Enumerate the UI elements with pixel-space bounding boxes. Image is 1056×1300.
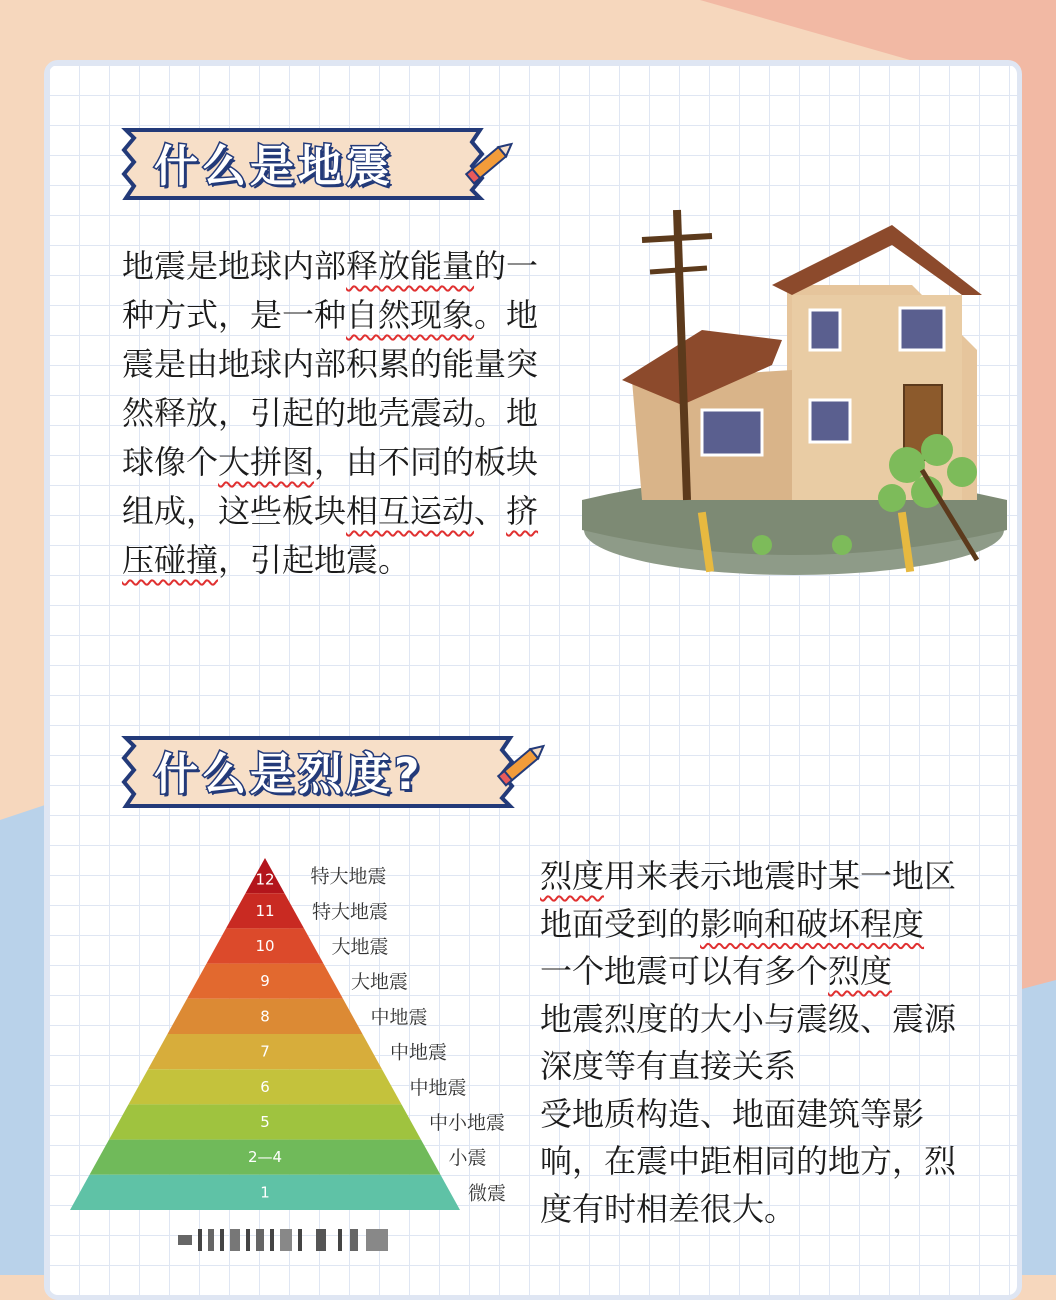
highlighted-term: 影响和破坏程度	[700, 904, 925, 943]
pyramid-level-number: 10	[255, 937, 275, 955]
section2-paragraph	[540, 853, 956, 1233]
highlighted-term: 烈度	[828, 952, 893, 990]
text-segment: 组成，这些板块	[122, 492, 347, 530]
text-segment: 深度等有直接关系	[540, 1047, 797, 1085]
text-segment: 一个地震可以有多个	[540, 952, 829, 990]
highlighted-term: 压碰撞	[122, 541, 219, 579]
section2-line	[540, 901, 956, 949]
pyramid-level-label: 中地震	[409, 1076, 467, 1099]
pyramid-level-label: 微震	[468, 1182, 507, 1205]
text-segment: 地面受到的	[540, 904, 701, 943]
pyramid-level-number: 2—4	[247, 1148, 283, 1167]
highlighted-term: 释放能量	[346, 247, 475, 285]
section1-banner	[120, 124, 540, 204]
pyramid-level-label: 大地震	[351, 971, 409, 994]
highlighted-term: 挤	[506, 492, 539, 530]
section1-line	[122, 536, 538, 585]
section2-line	[540, 948, 956, 996]
text-segment: 受地质构造、地面建筑等影	[540, 1094, 925, 1133]
section1-line	[122, 487, 538, 536]
section2-line	[540, 1186, 956, 1234]
pyramid-level-number: 6	[260, 1077, 270, 1096]
damaged-house-illustration	[582, 200, 1007, 580]
text-segment: 球像个	[122, 443, 219, 481]
text-segment: ，由不同的板块	[314, 443, 539, 481]
section2-line	[540, 996, 956, 1044]
section2-title: 什么是烈度?	[154, 749, 424, 800]
pyramid-level-number: 12	[255, 870, 275, 889]
intensity-pyramid	[60, 850, 530, 1215]
pyramid-level-label: 特大地震	[310, 865, 387, 888]
section2-banner	[120, 732, 560, 812]
text-segment: ，引起地震。	[218, 541, 411, 579]
section2-line	[540, 853, 956, 901]
pyramid-level-number: 1	[260, 1183, 270, 1202]
highlighted-term: 相互运动	[346, 492, 475, 530]
section2-line	[540, 1138, 956, 1186]
text-segment: 种方式，是一种	[122, 296, 347, 334]
text-segment: 地震是地球内部	[122, 247, 347, 285]
pyramid-level-label: 特大地震	[312, 900, 389, 923]
section1-line	[122, 242, 538, 291]
pyramid-level-label: 小震	[448, 1147, 487, 1170]
section1-line	[122, 389, 538, 438]
pyramid-level-number: 8	[260, 1007, 270, 1026]
pencil-icon	[492, 734, 552, 794]
text-segment: 响，在震中距相同的地方，烈	[540, 1142, 957, 1180]
pyramid-level-number: 11	[255, 901, 275, 920]
section1-line	[122, 438, 538, 487]
section2-line	[540, 1091, 956, 1139]
pyramid-level-label: 中地震	[390, 1041, 448, 1064]
pyramid-level-label: 中小地震	[429, 1112, 506, 1134]
pyramid-level-label: 中地震	[370, 1006, 428, 1029]
text-segment: 、	[474, 492, 507, 530]
text-segment: 的一	[474, 247, 539, 285]
text-segment: 然释放，引起的地壳震动。地	[122, 394, 539, 432]
section1-line	[122, 291, 538, 340]
pyramid-level-number: 9	[260, 972, 270, 991]
text-segment: 用来表示地震时某一地区	[604, 857, 957, 895]
section2-line	[540, 1043, 956, 1091]
highlighted-term: 大拼图	[218, 443, 315, 481]
highlighted-term: 烈度	[540, 857, 605, 895]
pyramid-level-number: 5	[260, 1113, 270, 1131]
watermark-barcode	[178, 1227, 390, 1253]
text-segment: 。地	[474, 296, 539, 334]
text-segment: 震是由地球内部积累的能量突	[122, 345, 539, 383]
pyramid-level-label: 大地震	[331, 936, 389, 958]
text-segment: 度有时相差很大。	[540, 1189, 797, 1228]
highlighted-term: 自然现象	[346, 296, 475, 334]
section1-line	[122, 340, 538, 389]
section1-paragraph	[122, 242, 538, 585]
text-segment: 地震烈度的大小与震级、震源	[540, 999, 957, 1038]
section1-title: 什么是地震	[154, 141, 394, 192]
pyramid-level-number: 7	[260, 1042, 270, 1061]
pencil-icon	[460, 132, 520, 192]
